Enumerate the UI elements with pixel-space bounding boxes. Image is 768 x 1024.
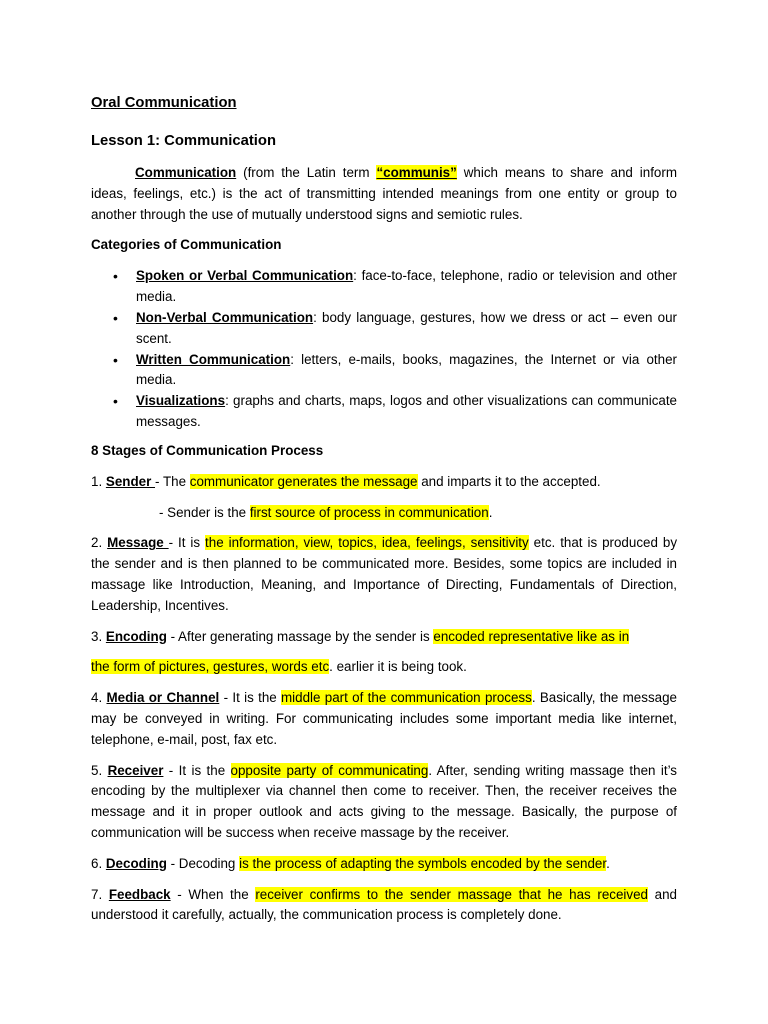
bullet-icon: • — [113, 393, 118, 410]
intro-text-1: (from the Latin term — [236, 165, 377, 180]
stage-label: Decoding — [105, 855, 167, 871]
stage-highlight: encoded representative like as in — [433, 628, 630, 644]
stage-text: . After, sending writing massage then it’s encoding by the multiplexer via channel then come to receiver. Then, the receiver receives the message and it in proper outlook and acts giving to the message. Basically, the purpose of communication will be success when receive massage by the receiver. — [91, 762, 677, 840]
stage-label: Feedback — [108, 886, 171, 902]
category-text: : face-to-face, telephone, radio or television and other media. — [136, 268, 677, 305]
category-label: Written Communication — [136, 351, 291, 367]
category-item — [91, 266, 677, 308]
stage-text: and imparts it to the accepted. — [417, 473, 601, 489]
stage-label: Sender — [105, 473, 156, 489]
category-label: Visualizations — [136, 393, 226, 409]
category-text: : body language, gestures, how we dress or act – even our scent. — [136, 309, 677, 346]
bullet-icon: • — [113, 351, 118, 368]
stage-sender-note — [91, 503, 677, 524]
stages-heading: 8 Stages of Communication Process — [91, 442, 324, 458]
categories-heading: Categories of Communication — [91, 237, 282, 253]
stage-highlight: the form of pictures, gestures, words etc — [91, 659, 330, 675]
stage-highlight: the information, view, topics, idea, feelings, sensitivity — [205, 535, 529, 551]
bullet-icon: • — [113, 309, 118, 326]
lesson-heading: Lesson 1: Communication — [91, 133, 276, 149]
stage-text: - It is the — [163, 762, 231, 778]
stage-highlight: receiver confirms to the sender massage that he has received — [255, 886, 648, 902]
stage-sender — [91, 472, 677, 493]
stage-label: Receiver — [107, 762, 164, 778]
stage-number: 5. — [91, 762, 108, 778]
stage-label: Message — [107, 535, 169, 551]
stage-text: . earlier it is being took. — [329, 659, 467, 675]
category-text: : graphs and charts, maps, logos and other visualizations can communicate messages. — [136, 393, 677, 429]
stage-feedback — [91, 885, 677, 927]
categories-list — [91, 266, 677, 432]
term-communication: Communication — [135, 165, 237, 180]
stage-text: . — [606, 855, 610, 871]
category-label: Spoken or Verbal Communication — [136, 268, 354, 284]
stage-text: . Basically, the message may be conveyed in writing. For communicating includes some important media like internet, telephone, e-mail, post, fax etc. — [91, 690, 677, 747]
stage-text: - Decoding — [166, 855, 240, 871]
category-item — [91, 350, 677, 392]
stage-number: 4. — [91, 690, 107, 706]
stage-number: 1. — [91, 473, 106, 489]
bullet-icon: • — [113, 268, 118, 285]
stage-text: and understood it carefully, actually, the communication process is completely done. — [91, 886, 678, 923]
category-text: : letters, e-mails, books, magazines, the Internet or via other media. — [136, 351, 677, 388]
intro-paragraph — [91, 163, 677, 225]
stage-highlight: communicator generates the message — [189, 473, 418, 489]
stage-label: Encoding — [105, 628, 167, 644]
stage-receiver — [91, 761, 677, 844]
stage-text: - When the — [170, 886, 256, 902]
stage-text: - Sender is the — [159, 504, 250, 520]
category-item — [91, 391, 677, 433]
stage-text: - The — [155, 473, 190, 489]
latin-term-highlight: “communis” — [376, 165, 457, 180]
stage-text: etc. that is produced by the sender and is then planned to be communicated more. Besides, some topics are included in massage like Introduction, Meaning, and Importance of Directing, Fundamentals of Direction, Leadership, Incentives. — [91, 535, 678, 613]
stage-label: Media or Channel — [106, 690, 220, 706]
stage-encoding — [91, 627, 677, 648]
intro-text-2: which means to share and inform ideas, feelings, etc.) is the act of transmitting intended meanings from one entity or group to another through the use of mutually understood signs and semiotic rules. — [91, 165, 677, 222]
stage-highlight: opposite party of communicating — [230, 762, 429, 778]
stage-text: - It is — [168, 535, 206, 551]
document-title: Oral Communication — [91, 95, 237, 111]
stage-decoding — [91, 854, 677, 875]
category-label: Non-Verbal Communication — [136, 309, 314, 325]
stage-number: 7. — [91, 886, 109, 902]
stage-media-channel — [91, 688, 677, 750]
stage-highlight: is the process of adapting the symbols encoded by the sender — [239, 855, 607, 871]
stage-text: . — [488, 504, 493, 520]
stage-message — [91, 533, 677, 616]
stage-text: - It is the — [219, 690, 282, 706]
stage-encoding-cont — [91, 657, 677, 678]
stage-number: 2. — [91, 535, 108, 551]
stage-number: 3. — [91, 628, 106, 644]
stage-highlight: middle part of the communication process — [281, 690, 532, 706]
stage-highlight: first source of process in communication — [249, 504, 489, 520]
stage-text: - After generating massage by the sender is — [166, 628, 434, 644]
stage-number: 6. — [91, 855, 106, 871]
category-item — [91, 308, 677, 350]
